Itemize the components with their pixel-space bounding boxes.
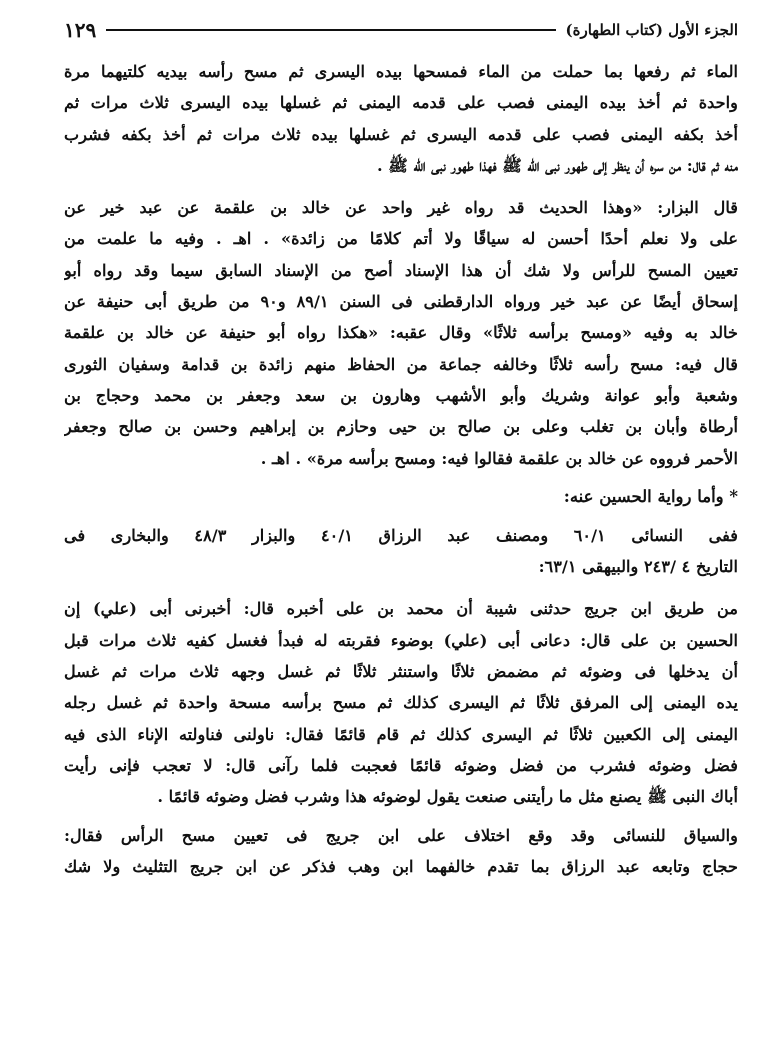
text-line: أباك النبى ﷺ يصنع مثل ما رأيتنى صنعت يقول لوضوئه هذا وشرب فضل وضوئه قائمًا .	[157, 787, 738, 807]
text-line: يده اليمنى إلى المرفق ثلاثًا ثم اليسرى كذلك ثم مسح برأسه مسحة واحدة ثم غسل رجله	[64, 693, 738, 713]
text-line: اليمنى إلى الكعبين ثلاثًا ثم اليسرى كذلك ثم قام قائمًا فقال: ناولنى فناولته الإناء الذى فيه	[64, 724, 738, 744]
text-line: الحسين بن على قال: دعانى أبى (علي) بوضوء فقربته له فبدأ فغسل كفيه ثلاث مرات قبل	[64, 630, 738, 650]
text-line: الأحمر فرووه عن خالد بن علقمة فقالوا فيه: ومسح برأسه مرة» . اهـ .	[260, 448, 738, 468]
running-title: الجزء الأول (كتاب الطهارة)	[565, 21, 738, 39]
text-line: إسحاق أيضًا عن عبد خير ورواه الدارقطنى فى السنن ٨٩/١ و٩٠ من طريق أبى حنيفة عن	[64, 292, 738, 312]
paragraph-gap	[64, 513, 738, 520]
text-line: أن يدخلها فى وضوئه ثم مضمض ثلاثًا واستنثر ثلاثًا ثم غسل وجهه ثلاث مرات ثم غسل	[64, 662, 738, 682]
text-line: واحدة ثم أخذ بيده اليمنى فصب على قدمه اليمنى ثم غسلها بيده اليسرى ثلاث مرات ثم	[64, 93, 738, 113]
text-line: خالد به وفيه «ومسح برأسه ثلاثًا» وقال عقبه: «هكذا رواه أبو حنيفة عن خالد بن علقمة	[64, 323, 738, 343]
paragraph-bazzar-comment	[64, 192, 738, 474]
paragraph-hadith-continuation	[64, 56, 738, 181]
text-line: من طريق ابن جريج حدثنى شيبة أن محمد بن على أخبره قال: أخبرنى أبى (علي) إن	[64, 599, 738, 619]
text-line: أخذ بكفه اليمنى فصب على قدمه اليسرى ثم غسلها بيده ثلاث مرات ثم أخذ بكفه فشرب	[64, 124, 738, 144]
text-line: على ولا نعلم أحدًا أحسن له سياقًا ولا أتم كلامًا من زائدة» . اهـ . وفيه ما علمت من	[64, 229, 738, 249]
paragraph-gap	[64, 474, 738, 481]
paragraph-context	[64, 820, 738, 883]
text-line: تعيين المسح للرأس ولا شك أن هذا الإسناد أصح من الإسناد السابق سيما وقد رواه أبو	[64, 260, 738, 280]
page-header	[64, 10, 738, 50]
page-number: ١٢٩	[64, 18, 97, 42]
text-line: حجاج وتابعه عبد الرزاق بما تقدم خالفهما ابن وهب فذكر عن ابن جريج التثليث ولا شك	[64, 856, 738, 876]
text-line: منه ثم قال: من سره أن ينظر إلى طهور نبى الله ﷺ فهذا طهور نبى الله ﷺ .	[376, 155, 738, 175]
text-line: قال البزار: «وهذا الحديث قد رواه غير واحد عن خالد بن علقمة عن عبد خير عن	[64, 198, 738, 218]
paragraph-gap	[64, 813, 738, 820]
paragraph-sources	[64, 520, 738, 583]
section-heading: * وأما رواية الحسين عنه:	[563, 486, 738, 506]
text-line: أرطاة وأبان بن تغلب وعلى بن صالح بن حيى وحازم بن إبراهيم وحسن بن صالح وجعفر	[64, 417, 738, 437]
text-line: التاريخ ٤ /٢٤٣ والبيهقى ٦٣/١:	[538, 557, 738, 577]
text-line: قال فيه: مسح رأسه ثلاثًا وخالفه جماعة من الحفاظ منهم زائدة بن قدامة وسفيان الثورى	[64, 354, 738, 374]
text-line: والسياق للنسائى وقد وقع اختلاف على ابن جريج فى تعيين مسح الرأس فقال:	[64, 825, 738, 845]
header-rule	[106, 29, 555, 31]
paragraph-gap	[64, 582, 738, 593]
text-line: الماء ثم رفعها بما حملت من الماء فمسحها بيده اليسرى ثم مسح رأسه بيديه كلتيهما مرة	[64, 62, 738, 81]
text-line: فضل وضوئه فشرب من فضل وضوئه قائمًا فعجبت فلما رآنى قال: لا تعجب فإنى رأيت	[64, 755, 738, 775]
page-body	[64, 56, 738, 882]
paragraph-gap	[64, 181, 738, 192]
paragraph-narration	[64, 593, 738, 812]
text-line: ففى النسائى ٦٠/١ ومصنف عبد الرزاق ٤٠/١ والبزار ٤٨/٣ والبخارى فى	[64, 525, 738, 545]
text-line: وشعبة وأبو عوانة وشريك وأبو الأشهب وهارون بن سعد وجعفر بن محمد وحجاج بن	[64, 385, 738, 405]
